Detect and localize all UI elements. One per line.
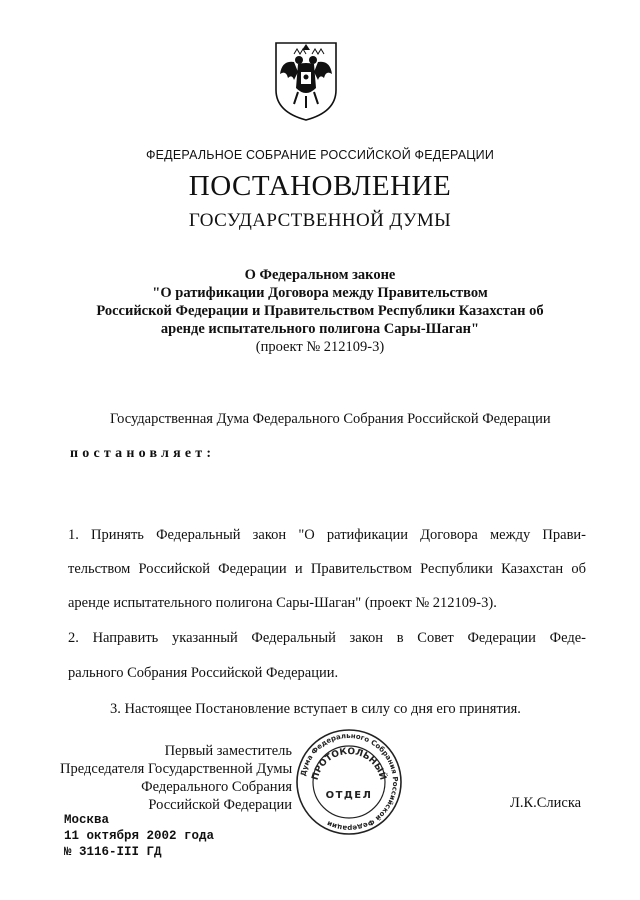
- document-footer: [64, 812, 214, 860]
- signatory-title-line: Российской Федерации: [148, 797, 292, 813]
- item-1-line-2: тельством Российской Федерации и Правительством Республики Казахстан об: [68, 561, 586, 577]
- russian-coat-of-arms-icon: [272, 40, 340, 122]
- subject-line: аренде испытательного полигона Сары-Шаган": [160, 321, 480, 337]
- subject-line: О Федеральном законе: [244, 267, 396, 283]
- resolves-word: постановляет:: [70, 446, 216, 461]
- project-number: (проект № 212109-3): [255, 339, 385, 355]
- footer-place: Москва: [64, 813, 110, 827]
- signatory-title: [60, 742, 292, 814]
- footer-number: № 3116-III ГД: [64, 845, 162, 859]
- seal-outer-text: Дума Федерального Собрания Российской Федерации: [299, 731, 400, 833]
- item-2-line-2: рального Собрания Российской Федерации.: [68, 665, 339, 681]
- signatory-title-line: Председателя Государственной Думы: [60, 761, 293, 777]
- item-2-line-1: 2. Направить указанный Федеральный закон в Совет Федерации Феде-: [68, 630, 586, 646]
- item-1-line-3: аренде испытательного полигона Сары-Шаган" (проект № 212109-3).: [68, 595, 497, 611]
- law-subject-heading: [0, 266, 640, 338]
- protocol-department-seal: [295, 728, 403, 836]
- seal-center-text: ОТДЕЛ: [325, 790, 373, 801]
- organization-name: ФЕДЕРАЛЬНОЕ СОБРАНИЕ РОССИЙСКОЙ ФЕДЕРАЦИИ: [145, 148, 495, 162]
- subject-line: "О ратификации Договора между Правительством: [152, 285, 488, 301]
- item-3-line-1: 3. Настоящее Постановление вступает в силу со дня его принятия.: [110, 701, 521, 717]
- seal-inner-text: ПРОТОКОЛЬНЫЙ: [310, 746, 388, 782]
- document-type-title: ПОСТАНОВЛЕНИЕ: [188, 170, 452, 202]
- item-1-line-1: 1. Принять Федеральный закон "О ратификации Договора между Прави-: [68, 527, 586, 543]
- signatory-title-line: Федерального Собрания: [141, 779, 292, 795]
- signatory-name: Л.К.Слиска: [510, 795, 582, 811]
- svg-text:ПРОТОКОЛЬНЫЙ: [311, 747, 390, 782]
- subject-line: Российской Федерации и Правительством Республики Казахстан об: [96, 303, 544, 319]
- footer-date: 11 октября 2002 года: [64, 829, 215, 843]
- signatory-title-line: Первый заместитель: [164, 743, 292, 759]
- issuer-subtitle: ГОСУДАРСТВЕННОЙ ДУМЫ: [188, 210, 452, 231]
- preamble-line: Государственная Дума Федерального Собрания Российской Федерации: [110, 411, 551, 427]
